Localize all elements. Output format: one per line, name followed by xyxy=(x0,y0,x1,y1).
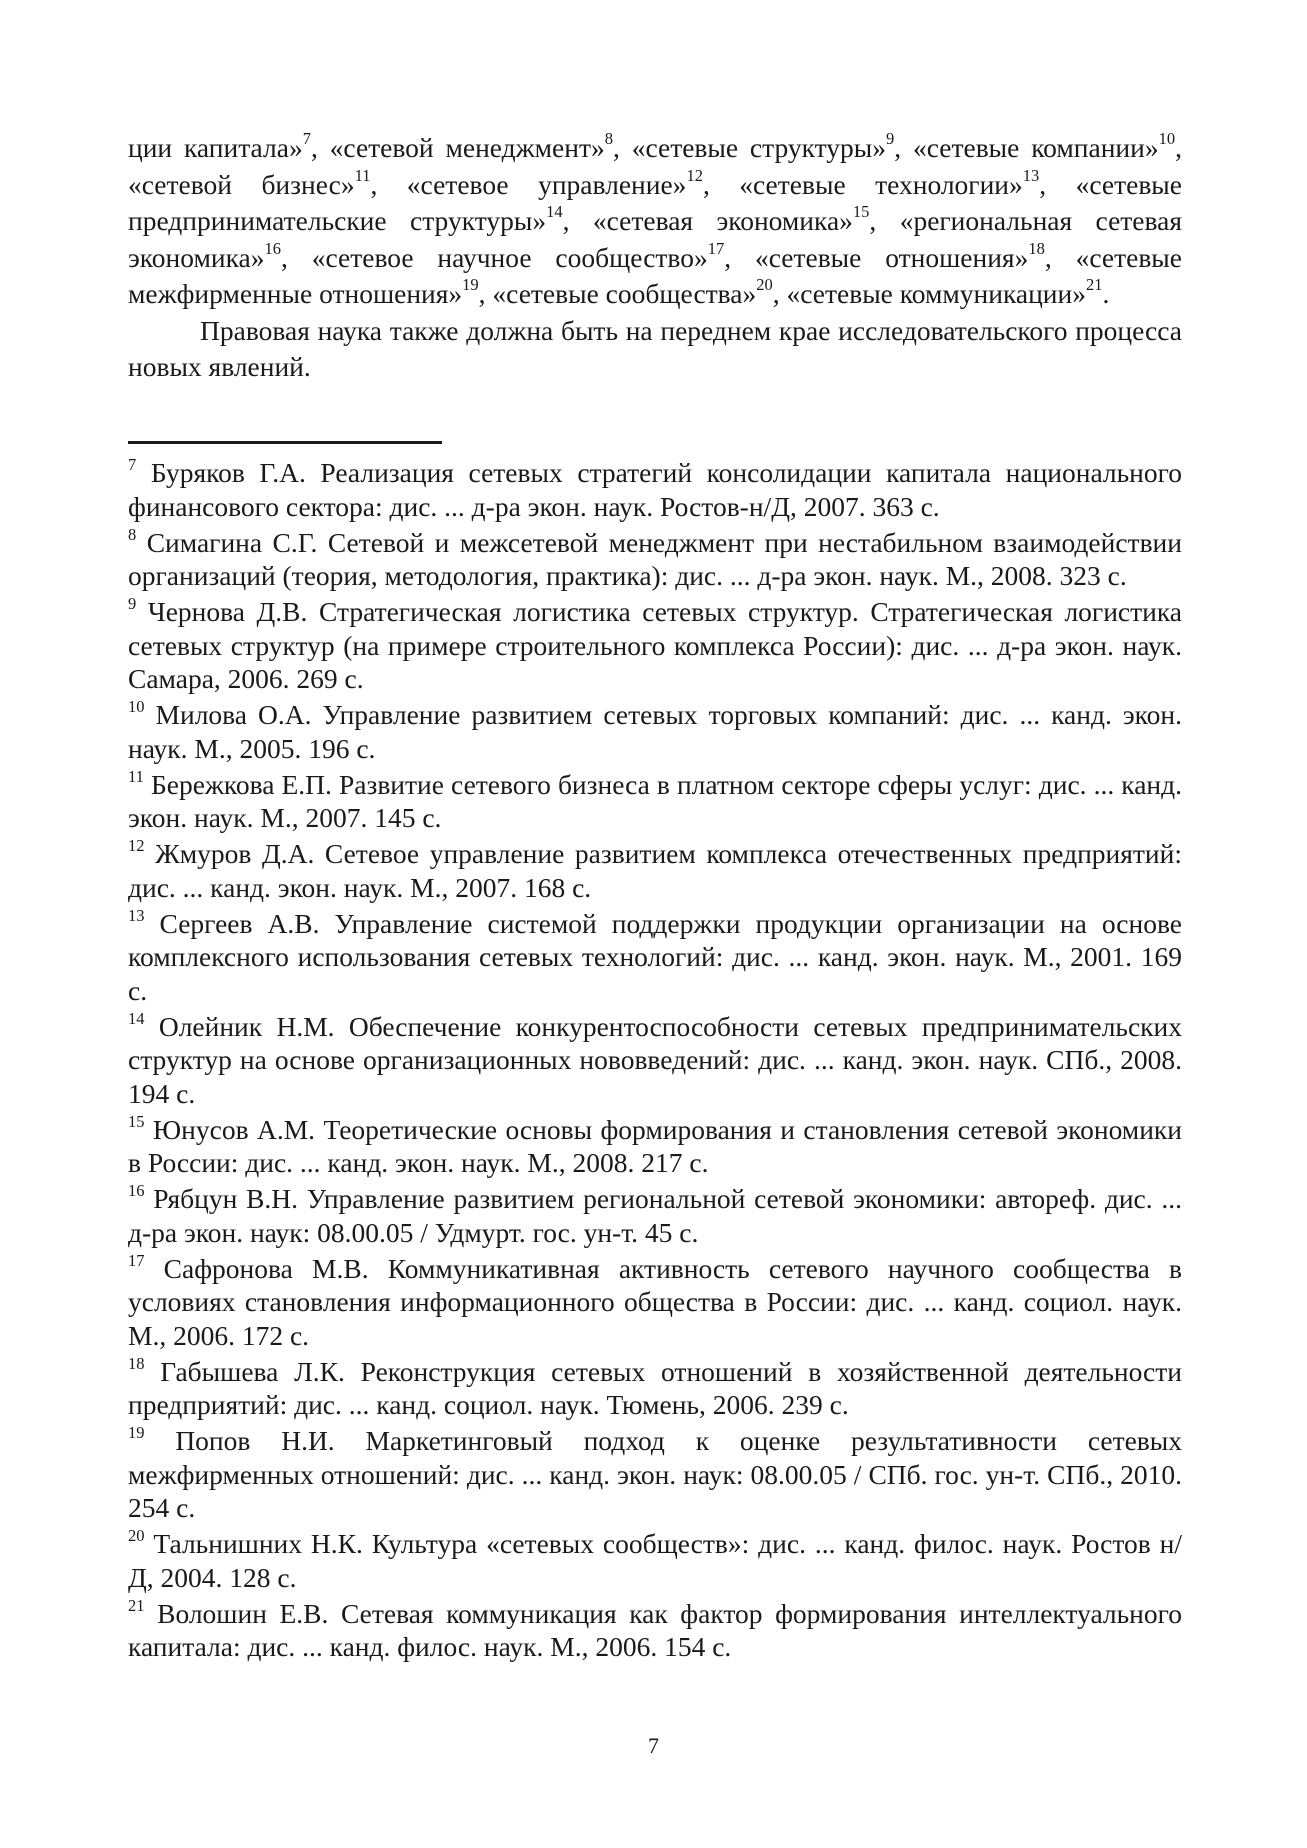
footnote-reference[interactable]: 20 xyxy=(756,275,773,295)
footnotes-list xyxy=(128,456,1182,1666)
footnote-number: 18 xyxy=(128,1353,145,1373)
footnote-number: 7 xyxy=(128,455,137,475)
footnote-reference[interactable]: 16 xyxy=(264,238,281,258)
footnote-number: 12 xyxy=(128,836,145,856)
footnote-number: 21 xyxy=(128,1595,145,1615)
footnote-item xyxy=(128,456,1182,523)
footnote-number: 17 xyxy=(128,1250,145,1270)
footnote-number: 9 xyxy=(128,594,137,614)
footnote-number: 11 xyxy=(128,766,144,786)
footnote-item xyxy=(128,1113,1182,1180)
footnote-separator xyxy=(128,441,442,444)
paragraph-text-segment: , «сетевые предпринимательские структуры» xyxy=(128,168,1182,236)
footnote-number: 14 xyxy=(128,1008,145,1028)
footnote-number: 20 xyxy=(128,1526,145,1546)
footnote-item xyxy=(128,1597,1182,1664)
paragraph-text-segment: . xyxy=(1102,278,1110,309)
footnote-text: Габышева Л.К. Реконструкция сетевых отношений в хозяйственной деятельности предприятий: дис. ... канд. социол. наук. Тюмень, 2006. 239 с. xyxy=(128,1355,1182,1420)
paragraph-text-segment: , «сетевые компании» xyxy=(894,132,1159,163)
footnote-text: Симагина С.Г. Сетевой и межсетевой менеджмент при нестабильном взаимодействии организаций (теория, методология, практика): дис. ... д-ра экон. наук. М., 2008. 323 с. xyxy=(128,526,1182,591)
footnote-reference[interactable]: 11 xyxy=(354,165,371,185)
footnote-item xyxy=(128,837,1182,904)
paragraph-text-segment: , «сетевые отношения» xyxy=(724,241,1029,273)
footnote-text: Олейник Н.М. Обеспечение конкурентоспособности сетевых предпринимательских структур на основе организационных нововведений: дис. ... канд. экон. наук. СПб., 2008. 194 с. xyxy=(128,1010,1182,1109)
footnote-item xyxy=(128,1182,1182,1249)
footnote-text: Волошин Е.В. Сетевая коммуникация как фактор формирования интеллектуального капитала: дис. ... канд. филос. наук. М., 2006. 154 с. xyxy=(128,1597,1182,1662)
footnote-reference[interactable]: 19 xyxy=(462,275,479,295)
footnote-item xyxy=(128,1355,1182,1422)
footnote-item xyxy=(128,698,1182,765)
footnote-text: Попов Н.И. Маркетинговый подход к оценке результативности сетевых межфирменных отношений: дис. ... канд. экон. наук: 08.00.05 / СПб. гос. ун-т. СПб., 2010. 254 с. xyxy=(128,1425,1182,1523)
footnote-item xyxy=(128,1424,1182,1525)
footnote-number: 19 xyxy=(128,1423,145,1443)
footnote-text: Чернова Д.В. Стратегическая логистика сетевых структур. Стратегическая логистика сетевых структур (на примере строительного комплекса России): дис. ... д-ра экон. наук. Самара, 2006. 269 с. xyxy=(128,596,1182,694)
paragraph-text-segment: , «сетевой бизнес» xyxy=(128,132,1182,200)
footnote-item xyxy=(128,1527,1182,1594)
main-text xyxy=(128,130,1182,386)
footnote-reference[interactable]: 12 xyxy=(686,165,703,185)
footnote-reference[interactable]: 18 xyxy=(1028,238,1045,258)
footnote-reference[interactable]: 8 xyxy=(604,129,613,149)
footnote-item xyxy=(128,595,1182,696)
paragraph-text-segment: , «сетевые межфирменные отношения» xyxy=(128,241,1182,309)
footnote-reference[interactable]: 10 xyxy=(1158,129,1176,149)
paragraph-text-segment: , «региональная сетевая экономика» xyxy=(128,205,1182,273)
footnote-item xyxy=(128,1010,1182,1111)
footnote-reference[interactable]: 14 xyxy=(546,202,563,222)
footnote-number: 13 xyxy=(128,905,145,925)
footnote-reference[interactable]: 17 xyxy=(707,238,725,258)
footnote-text: Сергеев А.В. Управление системой поддержки продукции организации на основе комплексного использования сетевых технологий: дис. ... канд. экон. наук. М., 2001. 169 с. xyxy=(128,907,1182,1006)
footnote-item xyxy=(128,907,1182,1008)
footnote-number: 15 xyxy=(128,1111,145,1131)
paragraph-1 xyxy=(128,130,1182,313)
paragraph-text-segment: , «сетевое управление» xyxy=(370,168,687,200)
footnote-reference[interactable]: 21 xyxy=(1086,275,1103,295)
paragraph-text-segment: , «сетевой менеджмент» xyxy=(310,132,605,163)
paragraph-2: Правовая наука также должна быть на переднем крае исследовательского процесса новых явлений. xyxy=(128,314,1182,382)
footnote-reference[interactable]: 7 xyxy=(302,129,311,149)
page-number: 7 xyxy=(648,1733,659,1758)
footnote-text: Милова О.А. Управление развитием сетевых торговых компаний: дис. ... канд. экон. наук. М., 2005. 196 с. xyxy=(128,699,1182,764)
footnote-item xyxy=(128,1252,1182,1353)
paragraph-text-segment: , «сетевые технологии» xyxy=(702,168,1023,200)
paragraph-text-segment: , «сетевые сообщества» xyxy=(478,278,757,309)
footnote-text: Буряков Г.А. Реализация сетевых стратегий консолидации капитала национального финансового сектора: дис. ... д-ра экон. наук. Ростов-н/Д, 2007. 363 с. xyxy=(128,457,1182,522)
paragraph-text-segment: , «сетевые коммуникации» xyxy=(772,278,1086,309)
footnote-reference[interactable]: 15 xyxy=(852,202,870,222)
footnote-text: Сафронова М.В. Коммуникативная активность сетевого научного сообщества в условиях становления информационного общества в России: дис. ... канд. социол. наук. М., 2006. 172 с. xyxy=(128,1252,1182,1351)
paragraph-text-segment: , «сетевые структуры» xyxy=(613,132,887,163)
footnote-text: Рябцун В.Н. Управление развитием региональной сетевой экономики: автореф. дис. ... д-ра экон. наук: 08.00.05 / Удмурт. гос. ун-т. 45 с. xyxy=(128,1183,1182,1248)
footnote-text: Бережкова Е.П. Развитие сетевого бизнеса в платном секторе сферы услуг: дис. ... канд. экон. наук. М., 2007. 145 с. xyxy=(128,768,1182,833)
paragraph-text-segment: , «сетевая экономика» xyxy=(562,205,853,236)
footnote-text: Жмуров Д.А. Сетевое управление развитием комплекса отечественных предприятий: дис. ... канд. экон. наук. М., 2007. 168 с. xyxy=(128,838,1182,903)
footnote-text: Тальнишних Н.К. Культура «сетевых сообществ»: дис. ... канд. филос. наук. Ростов н/Д, 2004. 128 с. xyxy=(128,1528,1182,1593)
paragraph-text-segment: , «сетевое научное сообщество» xyxy=(280,241,708,273)
footnote-number: 16 xyxy=(128,1181,145,1201)
footnote-number: 10 xyxy=(128,697,145,717)
footnote-item xyxy=(128,768,1182,835)
footnote-reference[interactable]: 9 xyxy=(886,129,895,149)
footnote-number: 8 xyxy=(128,524,137,544)
footnote-item xyxy=(128,526,1182,593)
footnote-reference[interactable]: 13 xyxy=(1022,165,1040,185)
footnote-text: Юнусов А.М. Теоретические основы формирования и становления сетевой экономики в России: дис. ... канд. экон. наук. М., 2008. 217 с. xyxy=(128,1113,1182,1178)
paragraph-text-segment: ции капитала» xyxy=(128,132,303,163)
